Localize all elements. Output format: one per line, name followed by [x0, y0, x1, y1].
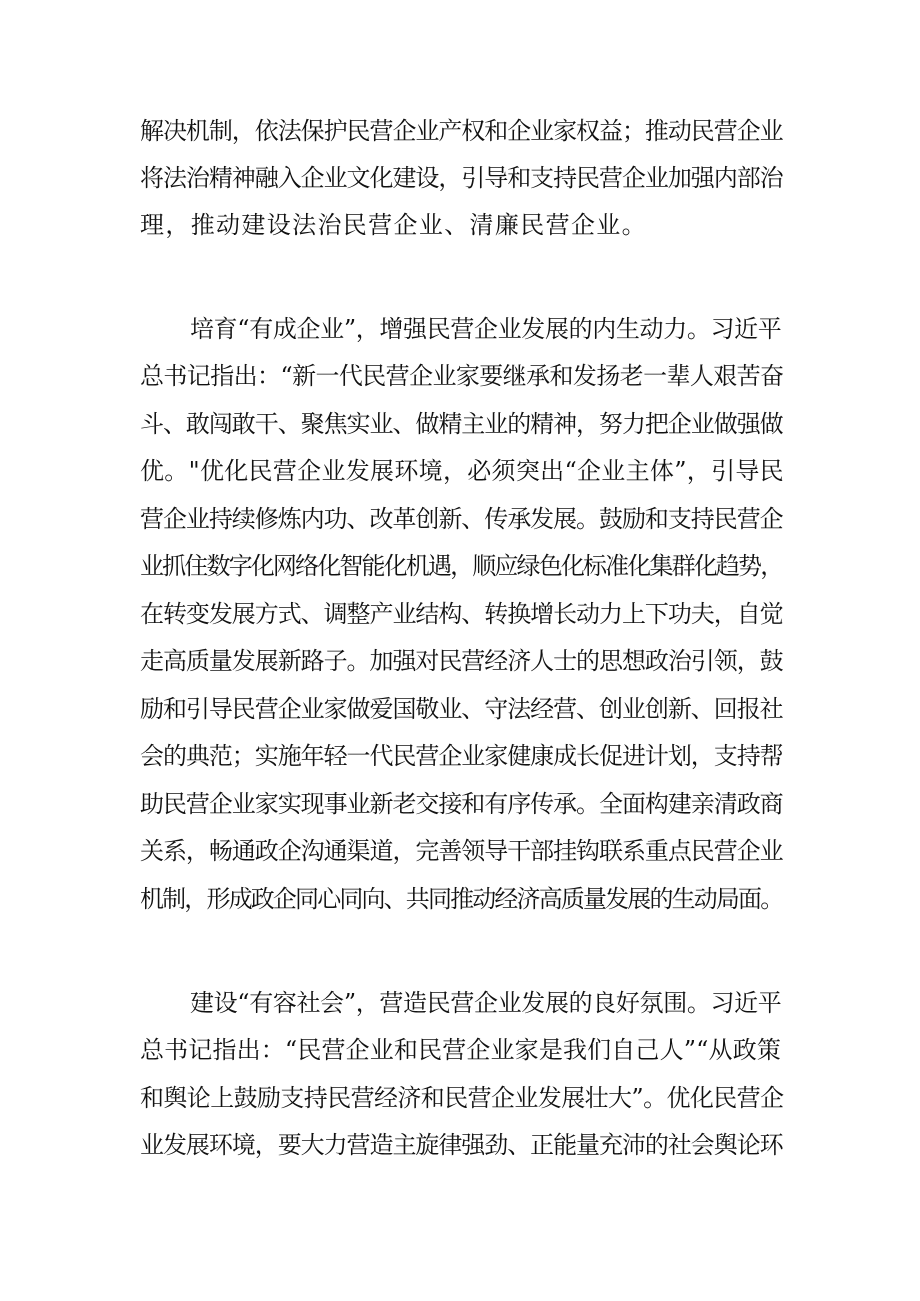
text-line: 在转变发展方式、调整产业结构、转换增长动力上下功夫，自觉 [140, 600, 783, 628]
text-line: 优。"优化民营企业发展环境，必须突出“企业主体”，引导民 [140, 457, 784, 485]
text-line: 励和引导民营企业家做爱国敬业、守法经营、创业创新、回报社 [140, 695, 783, 723]
text-line: 关系，畅通政企沟通渠道，完善领导干部挂钩联系重点民营企业 [140, 837, 783, 865]
text-line: 助民营企业家实现事业新老交接和有序传承。全面构建亲清政商 [140, 790, 783, 818]
text-line: 业抓住数字化网络化智能化机遇，顺应绿色化标准化集群化趋势， [140, 552, 783, 580]
text-line: 总书记指出：“民营企业和民营企业家是我们自己人”“从政策 [140, 1036, 782, 1064]
text-line: 走高质量发展新路子。加强对民营经济人士的思想政治引领，鼓 [140, 647, 783, 675]
text-line: 解决机制，依法保护民营企业产权和企业家权益；推动民营企业 [140, 117, 783, 145]
text-line: 和舆论上鼓励支持民营经济和民营企业发展壮大”。优化民营企 [140, 1084, 784, 1112]
text-line: 总书记指出：“新一代民营企业家要继承和发扬老一辈人艰苦奋 [140, 362, 784, 390]
text-line: 营企业持续修炼内功、改革创新、传承发展。鼓励和支持民营企 [140, 505, 783, 533]
text-line: 理，推动建设法治民营企业、清廉民营企业。 [140, 211, 647, 239]
text-line: 将法治精神融入企业文化建设，引导和支持民营企业加强内部治 [140, 164, 783, 192]
text-line: 机制，形成政企同心同向、共同推动经济高质量发展的生动局面。 [140, 885, 783, 913]
text-line: 会的典范；实施年轻一代民营企业家健康成长促进计划，支持帮 [140, 742, 783, 770]
text-line: 培育“有成企业”，增强民营企业发展的内生动力。习近平 [190, 315, 782, 343]
text-line: 建设“有容社会”，营造民营企业发展的良好氛围。习近平 [190, 989, 782, 1017]
text-line: 斗、敢闯敢干、聚焦实业、做精主业的精神，努力把企业做强做 [140, 410, 783, 438]
text-line: 业发展环境，要大力营造主旋律强劲、正能量充沛的社会舆论环 [140, 1131, 783, 1159]
